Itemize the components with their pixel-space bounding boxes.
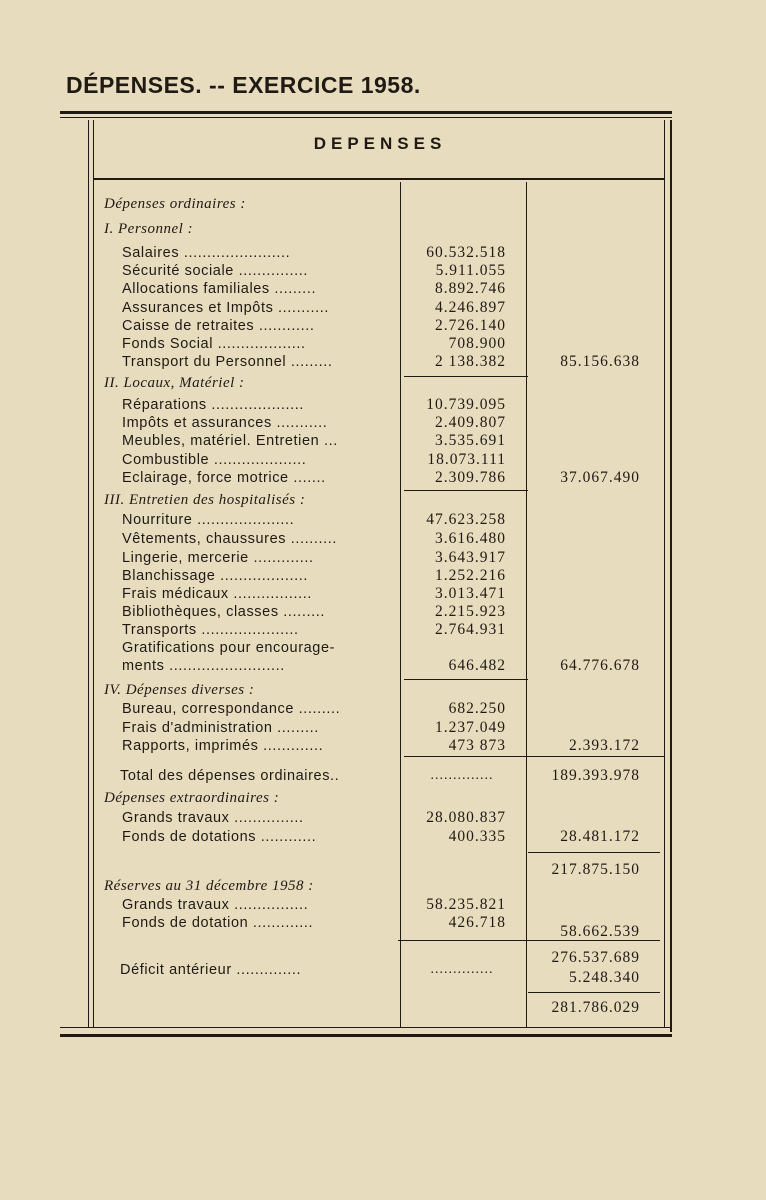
item-label: Grands travaux ............... [122,810,304,826]
table-row [0,431,766,451]
item-label: Meubles, matériel. Entretien ... [122,433,338,449]
deficit-dots: .............. [430,962,494,977]
table-row [0,334,766,354]
section-total: 85.156.638 [560,353,640,370]
item-label: Caisse de retraites ............ [122,318,315,334]
subtotal-rule [528,992,660,993]
subtotal-rule [528,852,660,853]
item-label: Blanchissage ................... [122,568,309,584]
item-amount: 47.623.258 [426,511,506,528]
item-label: Bureau, correspondance ......... [122,701,341,717]
item-label: Transport du Personnel ......... [122,354,333,370]
item-label: Nourriture ..................... [122,512,295,528]
table-row [0,529,766,549]
item-amount: 426.718 [448,914,506,931]
item-amount: 1.237.049 [435,719,506,736]
table-row [0,395,766,415]
section-total: 2.393.172 [569,737,640,754]
section-total: 64.776.678 [560,657,640,674]
table-row [0,602,766,622]
table-row [0,316,766,336]
item-label: Assurances et Impôts ........... [122,300,329,316]
item-amount: 5.911.055 [435,262,506,279]
ordinary-total-amount: 189.393.978 [551,767,640,784]
table-row [0,998,766,1018]
item-label: Réparations .................... [122,397,304,413]
reserves-heading: Réserves au 31 décembre 1958 : [104,878,314,894]
item-label: Impôts et assurances ........... [122,415,328,431]
table-row [0,510,766,530]
section-title-entretien: III. Entretien des hospitalisés : [104,492,306,508]
subtotal-rule [398,940,660,941]
section-title-personnel: I. Personnel : [104,221,194,237]
table-row [0,566,766,586]
table-row [0,922,766,942]
item-amount: 2.409.807 [435,414,506,431]
item-amount: 3.643.917 [435,549,506,566]
item-amount: 473 873 [448,737,506,754]
table-row [0,808,766,828]
table-row [0,620,766,640]
item-amount: 18.073.111 [427,451,506,468]
item-amount: 60.532.518 [426,244,506,261]
item-amount: 3.013.471 [435,585,506,602]
bottom-rule-thin [60,1027,672,1028]
item-amount: 4.246.897 [435,299,506,316]
table-row [0,468,766,488]
item-amount: 646.482 [448,657,506,674]
item-label: Bibliothèques, classes ......... [122,604,325,620]
item-label: Rapports, imprimés ............. [122,738,324,754]
extraordinary-heading: Dépenses extraordinaires : [104,790,280,806]
item-label: Fonds Social ................... [122,336,306,352]
deficit-amount: 5.248.340 [569,969,640,986]
item-amount: 1.252.216 [435,567,506,584]
item-amount: 2.215.923 [435,603,506,620]
item-amount: 682.250 [448,700,506,717]
item-label: Fonds de dotation ............. [122,915,314,931]
bottom-rule-thick [60,1034,672,1037]
table-row [0,699,766,719]
ordinary-total-label: Total des dépenses ordinaires.. [120,768,340,784]
table-row [0,413,766,433]
section-total: 28.481.172 [560,828,640,845]
heading-underline [94,178,664,180]
top-rule-thin [60,117,672,118]
item-amount: 2 138.382 [435,353,506,370]
item-amount: 708.900 [448,335,506,352]
item-amount: 3.616.480 [435,530,506,547]
section-total: 58.662.539 [560,923,640,940]
item-amount: 10.739.095 [426,396,506,413]
table-row [0,352,766,372]
table-row [0,638,766,658]
table-row [0,656,766,676]
item-amount: 400.335 [448,828,506,845]
item-label: Allocations familiales ......... [122,281,317,297]
item-label: Frais d'administration ......... [122,720,319,736]
item-amount: 3.535.691 [435,432,506,449]
table-row [0,450,766,470]
table-row [0,243,766,263]
subtotal-amount: 217.875.150 [551,861,640,878]
table-row [0,279,766,299]
item-label: Gratifications pour encourage- [122,640,336,656]
table-row [0,718,766,738]
table-row [0,548,766,568]
table-row [0,766,766,786]
page-title: DÉPENSES. -- EXERCICE 1958. [66,72,421,98]
subtotal-rule [404,756,664,757]
table-heading: DEPENSES [313,134,447,153]
deficit-label: Déficit antérieur .............. [120,962,302,978]
item-label: Transports ..................... [122,622,299,638]
item-label: Frais médicaux ................. [122,586,313,602]
item-amount: 2.764.931 [435,621,506,638]
section-total: 37.067.490 [560,469,640,486]
item-label: Lingerie, mercerie ............. [122,550,314,566]
section-title-locaux: II. Locaux, Matériel : [104,375,245,391]
item-label: Sécurité sociale ............... [122,263,309,279]
item-amount: 2.726.140 [435,317,506,334]
table-row [0,736,766,756]
item-label: ments ......................... [122,658,285,674]
ordinary-heading: Dépenses ordinaires : [104,196,246,212]
top-rule-thick [60,111,672,114]
item-label: Grands travaux ................ [122,897,309,913]
grand-total-amount: 281.786.029 [551,999,640,1016]
table-row [0,261,766,281]
item-amount: 8.892.746 [435,280,506,297]
item-label: Fonds de dotations ............ [122,829,317,845]
item-amount: 28.080.837 [426,809,506,826]
item-label: Vêtements, chaussures .......... [122,531,338,547]
table-row [0,584,766,604]
table-row [0,968,766,988]
table-row [0,895,766,915]
ordinary-total-dots: .............. [430,768,494,783]
table-row [0,827,766,847]
item-label: Eclairage, force motrice ....... [122,470,326,486]
running-total-amount: 276.537.689 [551,949,640,966]
table-row [0,298,766,318]
item-amount: 2.309.786 [435,469,506,486]
item-amount: 58.235.821 [426,896,506,913]
item-label: Combustible .................... [122,452,307,468]
section-title-diverses: IV. Dépenses diverses : [104,682,255,698]
item-label: Salaires ....................... [122,245,291,261]
